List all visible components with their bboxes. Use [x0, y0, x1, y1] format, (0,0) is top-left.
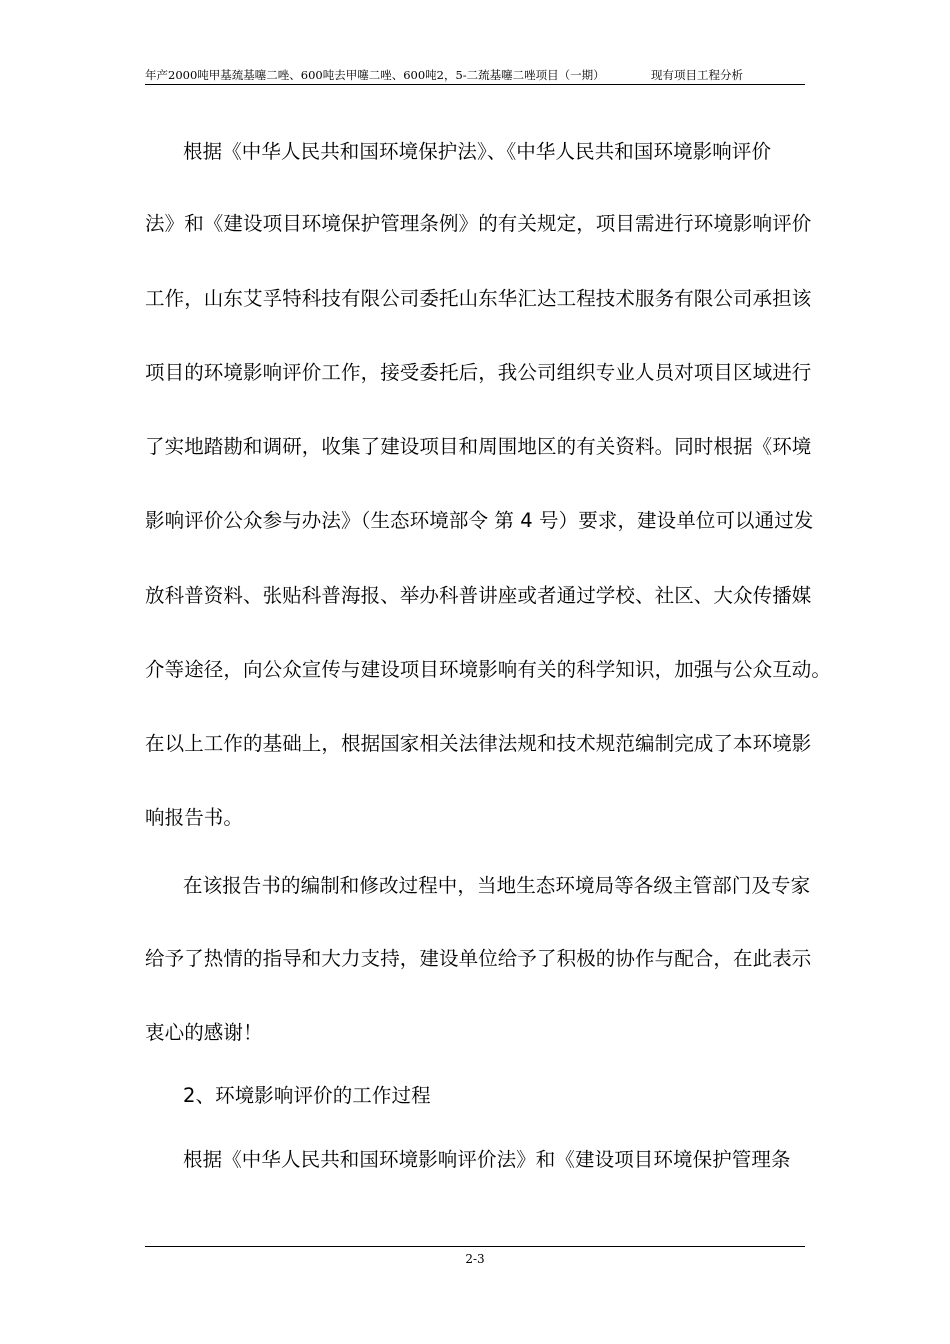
- body-line: 响报告书。: [145, 806, 244, 829]
- page-number: 2-3: [465, 1252, 485, 1266]
- page-header: [145, 68, 805, 85]
- body-line: 项目的环境影响评价工作，接受委托后，我公司组织专业人员对项目区域进行: [145, 361, 812, 384]
- body-line: 根据《中华人民共和国环境影响评价法》和《建设项目环境保护管理条: [183, 1148, 791, 1171]
- header-section-title: 现有项目工程分析: [651, 68, 743, 82]
- header-project-title: 年产2000吨甲基巯基噻二唑、600吨去甲噻二唑、600吨2，5-二巯基噻二唑项目（一期）: [145, 68, 605, 82]
- body-line: 衷心的感谢！: [145, 1021, 263, 1044]
- body-line: 给予了热情的指导和大力支持，建设单位给予了积极的协作与配合，在此表示: [145, 947, 812, 970]
- body-line: 在以上工作的基础上，根据国家相关法律法规和技术规范编制完成了本环境影: [145, 732, 812, 755]
- section-heading: 2、环境影响评价的工作过程: [183, 1084, 431, 1107]
- footer-divider: [145, 1246, 805, 1247]
- body-line: 在该报告书的编制和修改过程中，当地生态环境局等各级主管部门及专家: [183, 874, 811, 897]
- body-line: 介等途径，向公众宣传与建设项目环境影响有关的科学知识，加强与公众互动。: [145, 658, 832, 681]
- body-line: 影响评价公众参与办法》（生态环境部令 第 4 号）要求，建设单位可以通过发: [145, 509, 814, 532]
- body-line: 放科普资料、张贴科普海报、举办科普讲座或者通过学校、社区、大众传播媒: [145, 584, 812, 607]
- body-line: 了实地踏勘和调研，收集了建设项目和周围地区的有关资料。同时根据《环境: [145, 435, 812, 458]
- body-line: 工作，山东艾孚特科技有限公司委托山东华汇达工程技术服务有限公司承担该: [145, 287, 812, 310]
- body-line: 法》和《建设项目环境保护管理条例》的有关规定，项目需进行环境影响评价: [145, 212, 812, 235]
- body-line: 根据《中华人民共和国环境保护法》、《中华人民共和国环境影响评价: [183, 140, 772, 163]
